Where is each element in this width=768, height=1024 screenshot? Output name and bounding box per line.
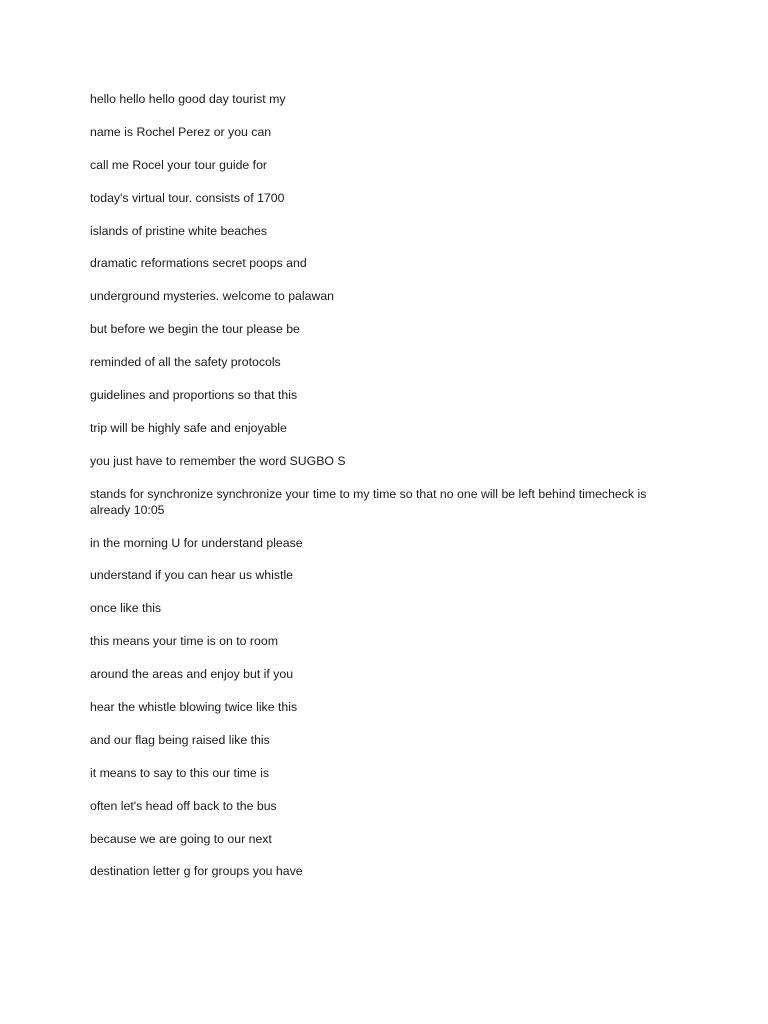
paragraph: because we are going to our next [90, 831, 272, 846]
paragraph: you just have to remember the word SUGBO S [90, 453, 346, 468]
paragraph: dramatic reformations secret poops and [90, 256, 307, 271]
paragraph: and our flag being raised like this [90, 732, 270, 747]
paragraph: underground mysteries. welcome to palawan [90, 289, 335, 304]
paragraph: hello hello hello good day tourist my [90, 92, 286, 106]
paragraph: trip will be highly safe and enjoyable [90, 420, 287, 435]
paragraph: around the areas and enjoy but if you [90, 667, 294, 682]
paragraph: understand if you can hear us whistle [90, 568, 294, 583]
paragraph: today's virtual tour. consists of 1700 [90, 190, 285, 205]
paragraph: islands of pristine white beaches [90, 223, 268, 238]
paragraph: in the morning U for understand please [90, 535, 303, 550]
paragraph: but before we begin the tour please be [90, 322, 300, 337]
paragraph: stands for synchronize synchronize your time to my time so that no one will be left behind timecheck is already 10:05 [90, 486, 647, 517]
paragraph: call me Rocel your tour guide for [90, 157, 268, 172]
paragraph: name is Rochel Perez or you can [90, 124, 272, 139]
transcript-text [90, 91, 680, 896]
paragraph: reminded of all the safety protocols [90, 355, 281, 370]
paragraph: often let's head off back to the bus [90, 798, 277, 813]
paragraph: destination letter g for groups you have [90, 864, 303, 879]
paragraph: guidelines and proportions so that this [90, 388, 298, 403]
paragraph: it means to say to this our time is [90, 765, 270, 780]
paragraph: once like this [90, 601, 162, 616]
paragraph: this means your time is on to room [90, 634, 278, 649]
paragraph: hear the whistle blowing twice like this [90, 700, 298, 715]
